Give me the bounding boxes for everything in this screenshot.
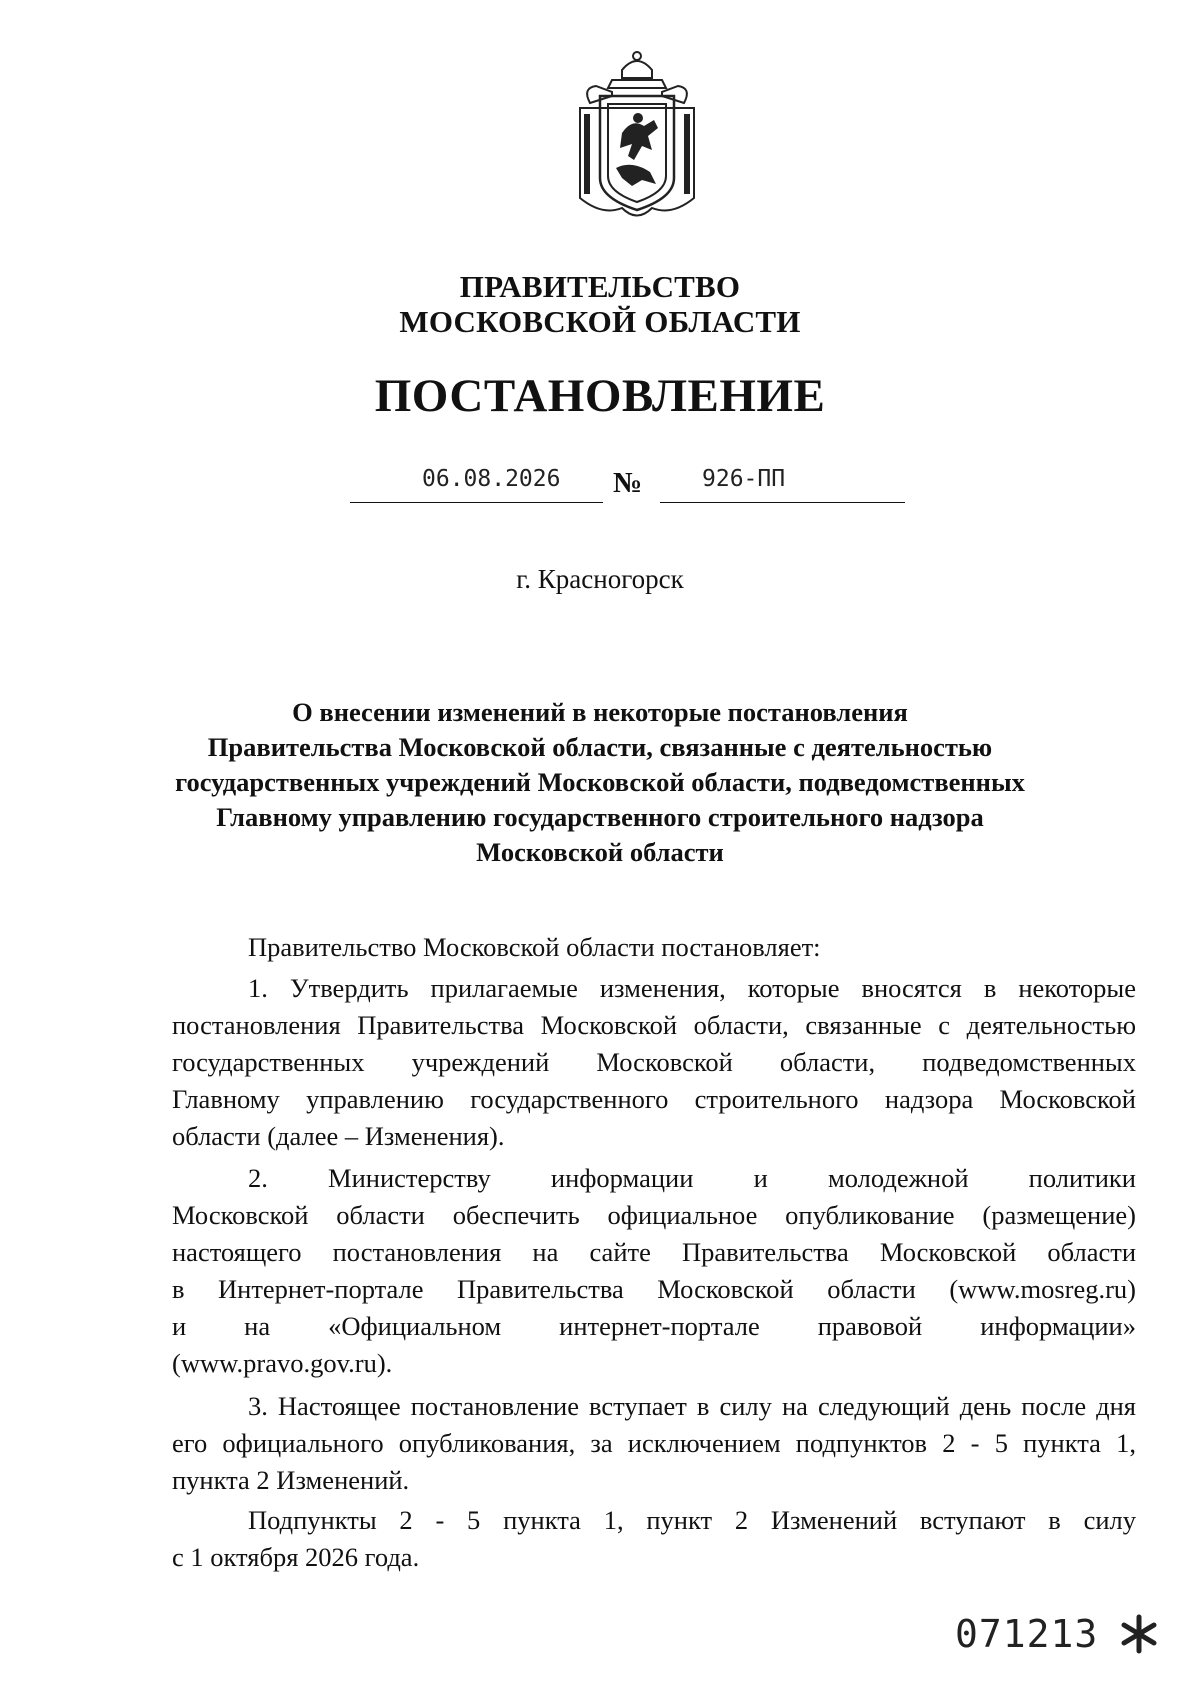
paragraph-line: (www.pravo.gov.ru). xyxy=(172,1348,393,1378)
coat-of-arms-icon xyxy=(572,48,702,223)
number-sign: № xyxy=(613,467,643,499)
document-number: 926-ПП xyxy=(702,466,786,492)
paragraph-line: и на «Официальном интернет-портале правовой информации» xyxy=(172,1311,1136,1341)
serial-number: 071213 xyxy=(955,1612,1099,1656)
paragraph-4 xyxy=(172,1502,1136,1576)
paragraph-line: 2. Министерству информации и молодежной политики xyxy=(248,1163,1136,1193)
paragraph-line: настоящего постановления на сайте Правительства Московской области xyxy=(172,1237,1136,1267)
title-line: государственных учреждений Московской области, подведомственных xyxy=(175,767,1025,797)
paragraph-line: в Интернет-портале Правительства Московской области (www.mosreg.ru) xyxy=(172,1274,1136,1304)
paragraph-2 xyxy=(172,1160,1136,1382)
title-line: Московской области xyxy=(476,837,724,867)
paragraph-line: государственных учреждений Московской области, подведомственных xyxy=(172,1047,1136,1077)
paragraph-line: Московской области обеспечить официальное опубликование (размещение) xyxy=(172,1200,1136,1230)
paragraph-line: 1. Утвердить прилагаемые изменения, которые вносятся в некоторые xyxy=(248,973,1136,1003)
title-line: Правительства Московской области, связанные с деятельностью xyxy=(207,732,993,762)
paragraph-line: с 1 октября 2026 года. xyxy=(172,1542,420,1572)
paragraph-3 xyxy=(172,1388,1136,1499)
title-line: О внесении изменений в некоторые постановления xyxy=(292,697,908,727)
city: г. Красногорск xyxy=(516,564,684,594)
document-type: ПОСТАНОВЛЕНИЕ xyxy=(374,370,826,422)
title-line: Главному управлению государственного строительного надзора xyxy=(216,802,984,832)
paragraph-line: области (далее – Изменения). xyxy=(172,1121,505,1151)
asterisk-icon xyxy=(1117,1612,1161,1656)
paragraph-line: Главному управлению государственного строительного надзора Московской xyxy=(172,1084,1136,1114)
paragraph-line: Подпункты 2 - 5 пункта 1, пункт 2 Изменений вступают в силу xyxy=(248,1505,1136,1535)
paragraph-line: 3. Настоящее постановление вступает в силу на следующий день после дня xyxy=(248,1391,1136,1421)
paragraph-line: его официального опубликования, за исключением подпунктов 2 - 5 пункта 1, xyxy=(172,1428,1136,1458)
paragraph-line: пункта 2 Изменений. xyxy=(172,1465,410,1495)
document-date: 06.08.2026 xyxy=(422,466,561,492)
intro-text: Правительство Московской области постановляет: xyxy=(248,932,821,962)
paragraph-1 xyxy=(172,970,1136,1155)
government-name-line1: ПРАВИТЕЛЬСТВО xyxy=(459,269,741,304)
government-name-line2: МОСКОВСКОЙ ОБЛАСТИ xyxy=(399,304,801,339)
paragraph-line: постановления Правительства Московской области, связанные с деятельностью xyxy=(172,1010,1136,1040)
